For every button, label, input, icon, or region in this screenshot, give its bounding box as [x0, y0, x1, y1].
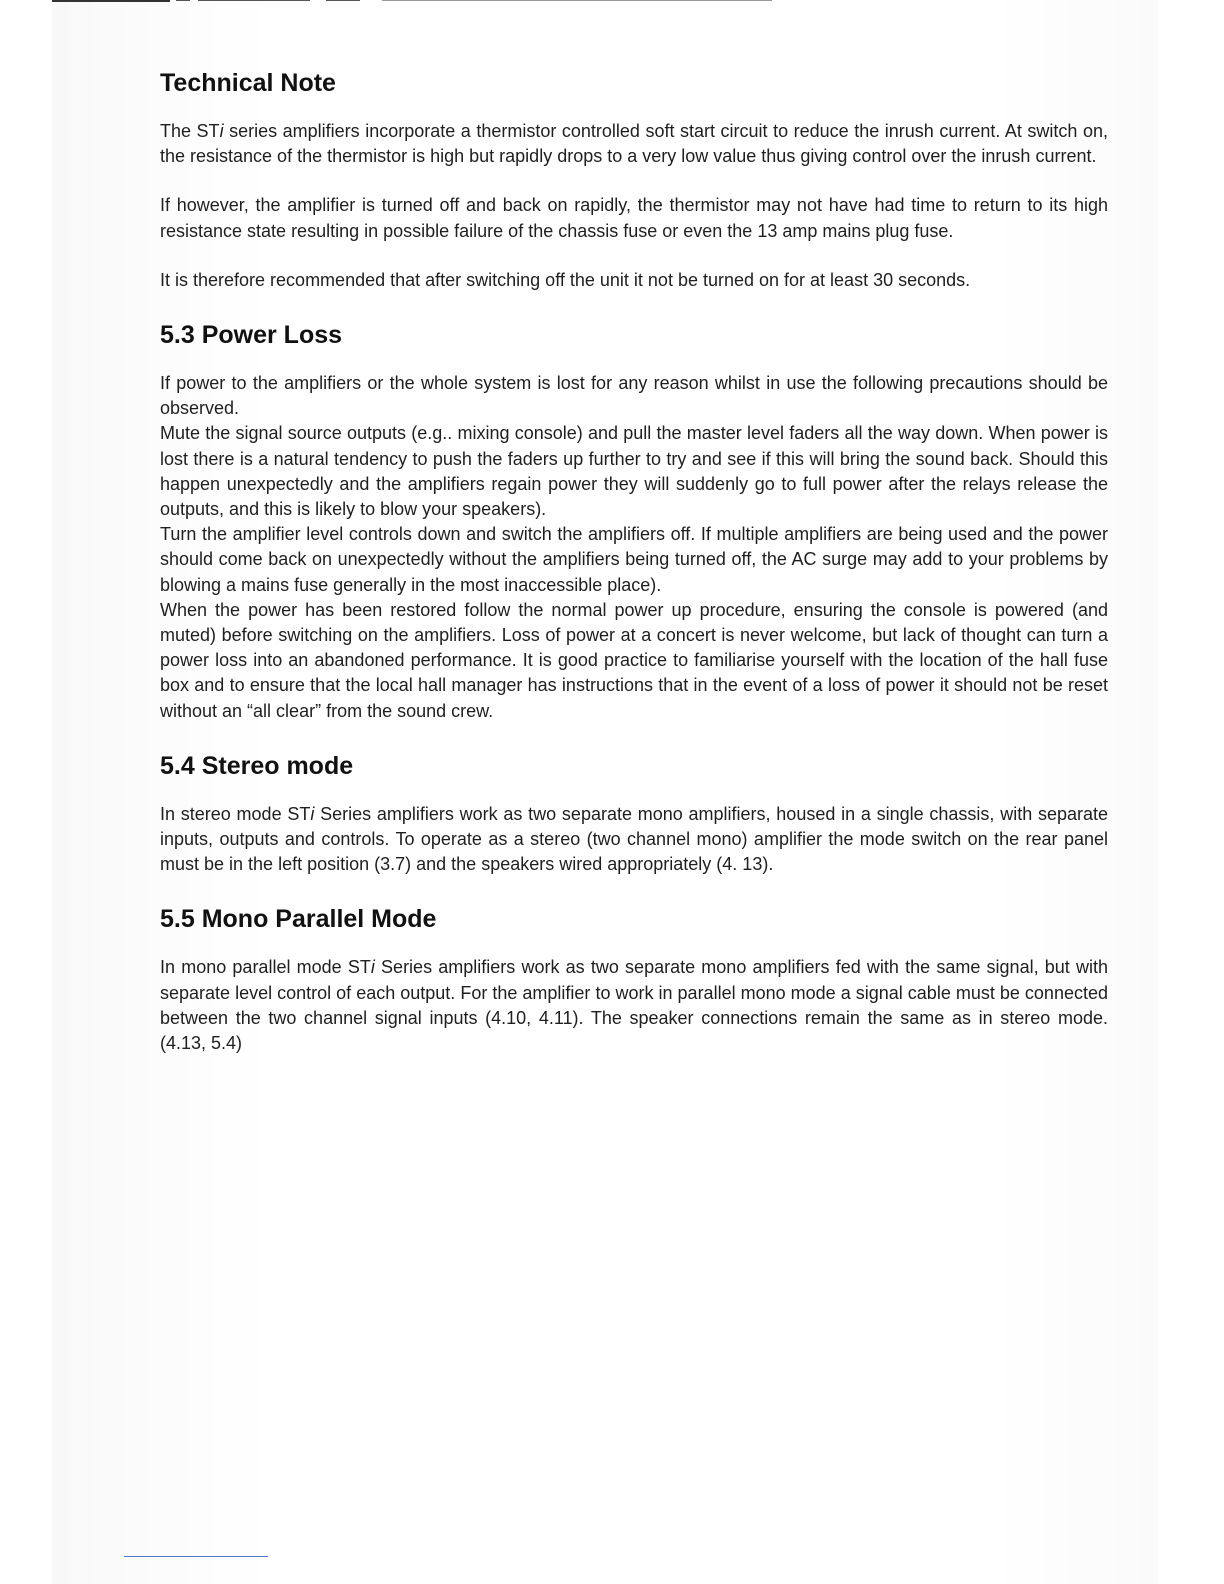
stereo-mode-section [160, 749, 1108, 878]
paragraph: It is therefore recommended that after switching off the unit it not be turned on for at least 30 seconds. [160, 269, 971, 290]
paragraph: If power to the amplifiers or the whole system is lost for any reason whilst in use the following precautions should be observed. [160, 373, 1108, 419]
scan-edge-rule [198, 0, 310, 1]
footnote-rule [124, 1556, 268, 1557]
mono-parallel-mode-section [160, 902, 1108, 1056]
paragraph: When the power has been restored follow the normal power up procedure, ensuring the console is powered (and muted) before switching on the amplifiers. Loss of power at a concert is never welcome, but lack of thought can turn a power loss into an abandoned performance. It is good practice to familiarise yourself with the location of the hall fuse box and to ensure that the local hall manager has instructions that in the event of a loss of power it should not be reset without an “all clear” from the sound crew. [160, 599, 1108, 721]
document-body [160, 66, 1108, 1056]
paragraph: In stereo mode STi Series amplifiers work as two separate mono amplifiers, housed in a single chassis, with separate inputs, outputs and controls. To operate as a stereo (two channel mono) amplifier the mode switch on the rear panel must be in the left position (3.7) and the speakers wired appropriately (4. 13). [160, 803, 1109, 875]
paragraph: In mono parallel mode STi Series amplifiers work as two separate mono amplifiers fed with the same signal, but with separate level control of each output. For the amplifier to work in parallel mono mode a signal cable must be connected between the two channel signal inputs (4.10, 4.11). The speaker connections remain the same as in stereo mode. (4.13, 5.4) [160, 957, 1108, 1054]
scan-edge-rule [176, 0, 190, 1]
paragraph: The STi series amplifiers incorporate a thermistor controlled soft start circuit to reduce the inrush current. At switch on, the resistance of the thermistor is high but rapidly drops to a very low value thus giving control over the inrush current. [160, 121, 1108, 167]
technical-note-section [160, 66, 1108, 293]
scan-edge-rule [382, 0, 772, 1]
power-loss-section [160, 318, 1108, 724]
paragraph: If however, the amplifier is turned off and back on rapidly, the thermistor may not have had time to return to its high resistance state resulting in possible failure of the chassis fuse or even the 13 amp mains plug fuse. [160, 195, 1108, 241]
section-heading: 5.4 Stereo mode [160, 751, 354, 780]
paragraph: Turn the amplifier level controls down and switch the amplifiers off. If multiple amplifiers are being used and the power should come back on unexpectedly without the amplifiers being turned off, the AC surge may add to your problems by blowing a mains fuse generally in the most inaccessible place). [160, 524, 1108, 595]
scan-edge-rule [52, 0, 170, 2]
scan-edge-rule [326, 0, 360, 1]
section-heading: 5.3 Power Loss [160, 321, 343, 350]
section-heading: Technical Note [160, 69, 336, 97]
paragraph: Mute the signal source outputs (e.g.. mixing console) and pull the master level faders all the way down. When power is lost there is a natural tendency to push the faders up further to try and see if this will bring the sound back. Should this happen unexpectedly and the amplifiers regain power they will suddenly go to full power after the relays release the outputs, and this is likely to blow your speakers). [160, 423, 1108, 520]
section-heading: 5.5 Mono Parallel Mode [160, 905, 437, 934]
